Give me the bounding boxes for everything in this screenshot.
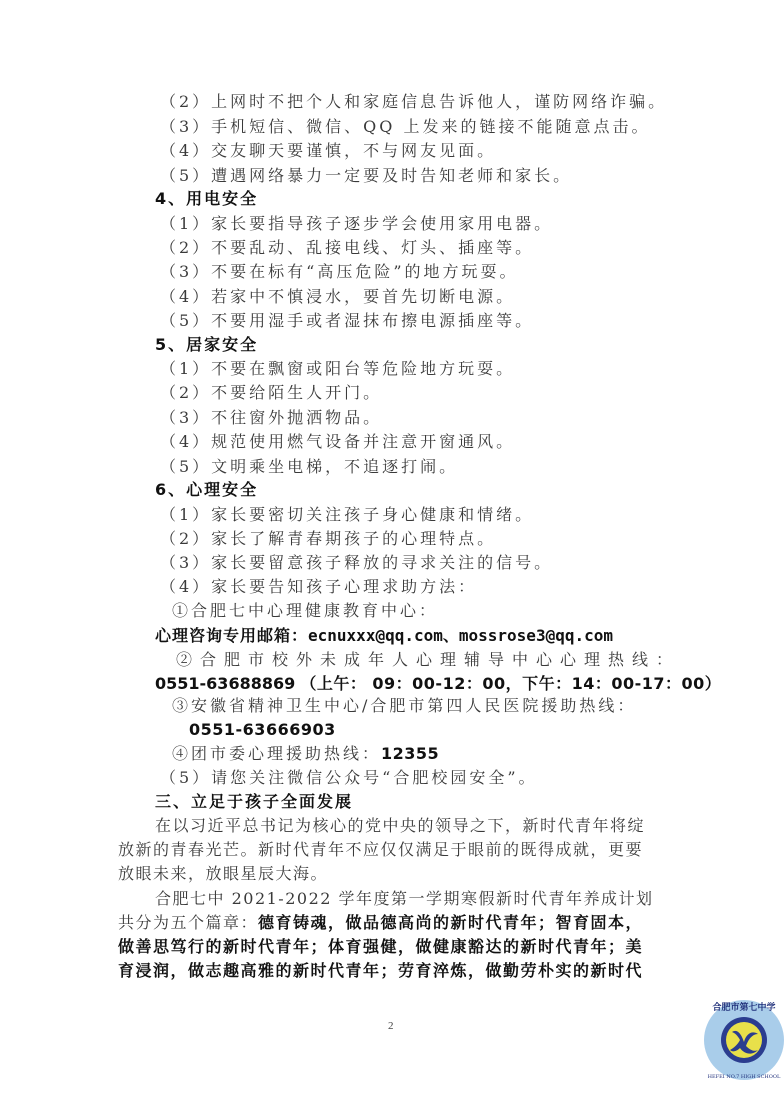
list-item: （3）不要在标有“高压危险”的地方玩耍。 bbox=[160, 262, 519, 281]
resource-label: ②合肥市校外未成年人心理辅导中心心理热线： bbox=[176, 650, 681, 669]
paragraph-line: 放新的青春光芒。新时代青年不应仅仅满足于眼前的既得成就，更要 bbox=[118, 840, 644, 859]
svg-text:HEFEI NO.7 HIGH SCHOOL: HEFEI NO.7 HIGH SCHOOL bbox=[707, 1074, 781, 1080]
phone-number: 12355 bbox=[381, 744, 440, 763]
paragraph-line: 育浸润，做志趣高雅的新时代青年；劳育淬炼，做勤劳朴实的新时代 bbox=[118, 961, 644, 980]
list-item: （4）交友聊天要谨慎，不与网友见面。 bbox=[160, 141, 497, 160]
list-item: （4）家长要告知孩子心理求助方法： bbox=[160, 577, 478, 596]
list-item: （3）不往窗外抛洒物品。 bbox=[160, 408, 383, 427]
list-item: （3）家长要留意孩子释放的寻求关注的信号。 bbox=[160, 553, 554, 572]
paragraph-text: 共分为五个篇章： bbox=[118, 913, 259, 932]
page-number: 2 bbox=[388, 1020, 394, 1032]
list-item: （4）规范使用燃气设备并注意开窗通风。 bbox=[160, 432, 516, 451]
list-item: （3）手机短信、微信、QQ 上发来的链接不能随意点击。 bbox=[160, 117, 651, 136]
email-label: 心理咨询专用邮箱： bbox=[155, 626, 309, 645]
list-item: （2）不要乱动、乱接电线、灯头、插座等。 bbox=[160, 238, 535, 257]
paragraph-line bbox=[118, 911, 643, 935]
paragraph-line: 在以习近平总书记为核心的党中央的领导之下，新时代青年将绽 bbox=[155, 816, 646, 835]
hotline-line bbox=[172, 742, 439, 766]
list-item: （4）若家中不慎浸水，要首先切断电源。 bbox=[160, 287, 516, 306]
phone-number: 0551-63688869 bbox=[155, 674, 296, 693]
section-heading: 4、用电安全 bbox=[155, 189, 259, 208]
paragraph-line: 放眼未来，放眼星辰大海。 bbox=[118, 864, 329, 883]
resource-label: ①合肥七中心理健康教育中心： bbox=[172, 601, 439, 620]
list-item: （5）不要用湿手或者湿抹布擦电源插座等。 bbox=[160, 311, 535, 330]
list-item: （5）文明乘坐电梯，不追逐打闹。 bbox=[160, 457, 459, 476]
list-item: （2）上网时不把个人和家庭信息告诉他人，谨防网络诈骗。 bbox=[160, 92, 668, 111]
service-hours: （上午： 09：00-12：00，下午：14：00-17：00） bbox=[300, 674, 722, 693]
email-values: ecnuxxx@qq.com、mossrose3@qq.com bbox=[308, 626, 614, 645]
phone-number: 0551-63666903 bbox=[189, 720, 336, 739]
list-item: （5）请您关注微信公众号“合肥校园安全”。 bbox=[160, 768, 538, 787]
list-item: （2）家长了解青春期孩子的心理特点。 bbox=[160, 529, 497, 548]
section-heading: 6、心理安全 bbox=[155, 480, 259, 499]
email-line bbox=[155, 624, 613, 648]
section-heading: 三、立足于孩子全面发展 bbox=[155, 792, 354, 811]
hotline-line bbox=[155, 672, 721, 696]
paragraph-line: 做善思笃行的新时代青年；体育强健，做健康豁达的新时代青年；美 bbox=[118, 937, 644, 956]
school-logo bbox=[700, 990, 784, 1090]
resource-label: ④团市委心理援助热线： bbox=[172, 744, 382, 763]
list-item: （1）家长要密切关注孩子身心健康和情绪。 bbox=[160, 505, 535, 524]
school-emblem-icon bbox=[700, 990, 784, 1090]
paragraph-bold-text: 德育铸魂，做品德高尚的新时代青年；智育固本， bbox=[258, 913, 644, 932]
list-item: （2）不要给陌生人开门。 bbox=[160, 383, 383, 402]
list-item: （5）遭遇网络暴力一定要及时告知老师和家长。 bbox=[160, 166, 573, 185]
section-heading: 5、居家安全 bbox=[155, 335, 259, 354]
svg-text:合肥市第七中学: 合肥市第七中学 bbox=[712, 1003, 776, 1013]
list-item: （1）不要在飘窗或阳台等危险地方玩耍。 bbox=[160, 359, 516, 378]
resource-label: ③安徽省精神卫生中心/合肥市第四人民医院援助热线： bbox=[172, 696, 637, 715]
list-item: （1）家长要指导孩子逐步学会使用家用电器。 bbox=[160, 214, 554, 233]
paragraph-line: 合肥七中 2021-2022 学年度第一学期寒假新时代青年养成计划 bbox=[155, 889, 654, 908]
